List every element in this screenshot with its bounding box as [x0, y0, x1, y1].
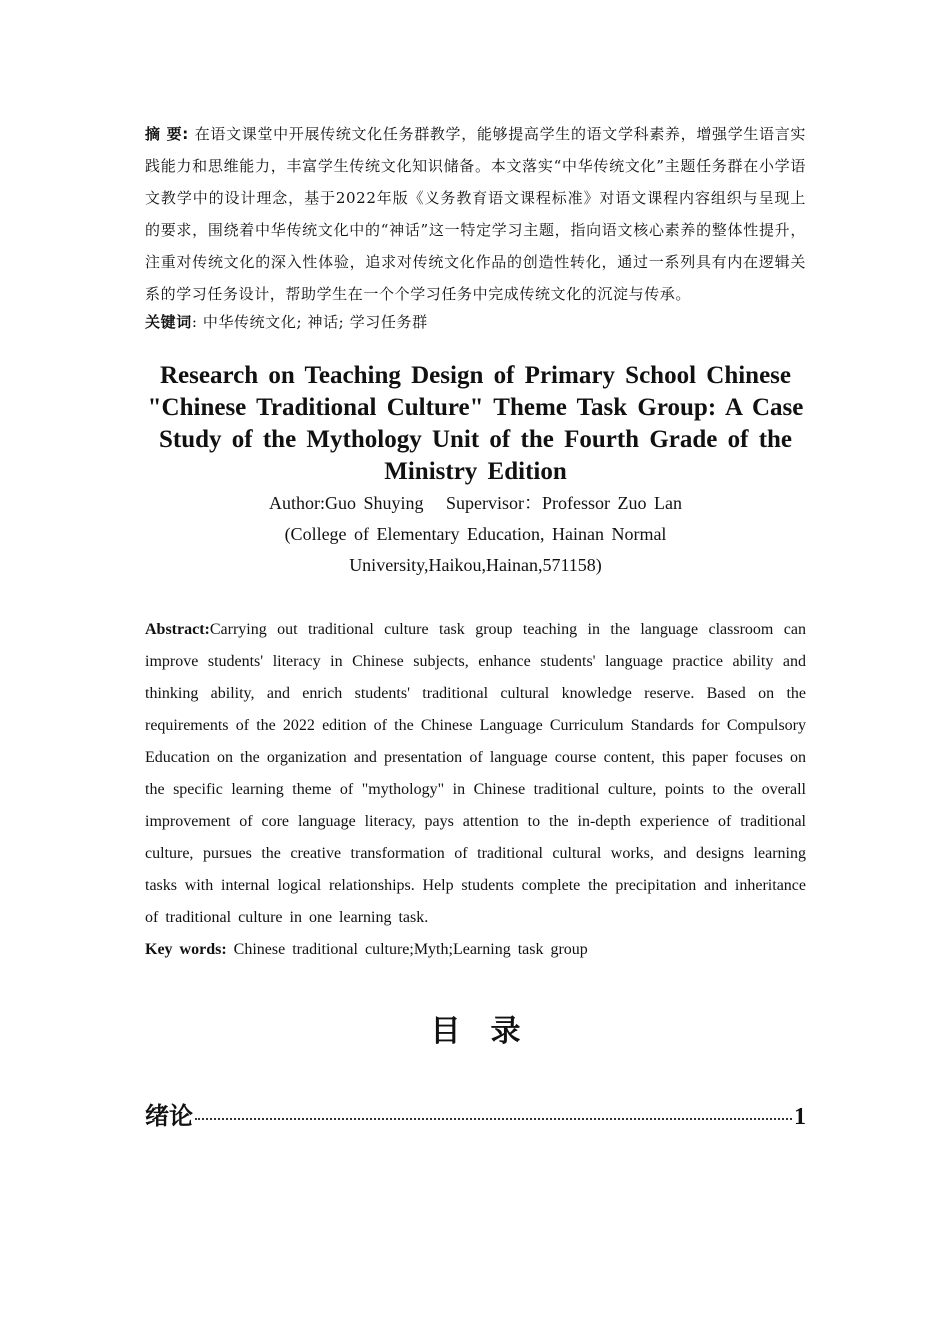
author-supervisor-line: Author:Guo Shuying Supervisor：Professor Zuo Lan	[269, 493, 682, 513]
toc-entry-page-number: 1	[794, 1104, 806, 1130]
english-keywords	[145, 934, 806, 966]
english-keywords-text: Chinese traditional culture;Myth;Learning task group	[226, 941, 588, 958]
toc-leader-dots	[195, 1118, 792, 1120]
chinese-abstract	[145, 118, 806, 310]
affiliation-line-2: University,Haikou,Hainan,571158)	[349, 555, 602, 575]
english-keywords-label: Key words:	[145, 941, 227, 958]
chinese-keywords-text: 中华传统文化; 神话; 学习任务群	[202, 313, 428, 331]
english-abstract-text: Carrying out traditional culture task group teaching in the language classroom can improve students' literacy in Chinese subjects, enhance students' language practice ability and thinking ability, and enrich students' traditional cultural knowledge reserve. Based on the requirements of the 2022 edition of the Chinese Language Curriculum Standards for Compulsory Education on the organization and presentation of language course content, this paper focuses on the specific learning theme of "mythology" in Chinese traditional culture, points to the overall improvement of core language literacy, pays attention to the in-depth experience of traditional culture, pursues the creative transformation of traditional cultural works, and designs learning tasks with internal logical relationships. Help students complete the precipitation and inheritance of traditional culture in one learning task.	[145, 621, 806, 926]
chinese-abstract-text: 在语文课堂中开展传统文化任务群教学，能够提高学生的语文学科素养，增强学生语言实践能力和思维能力，丰富学生传统文化知识储备。本文落实“中华传统文化”主题任务群在小学语文教学中的设计理念，基于2022年版《义务教育语文课程标准》对语文课程内容组织与呈现上的要求，围绕着中华传统文化中的“神话”这一特定学习主题，指向语文核心素养的整体性提升，注重对传统文化的深入性体验，追求对传统文化作品的创造性转化，通过一系列具有内在逻辑关系的学习任务设计，帮助学生在一个个学习任务中完成传统文化的沉淀与传承。	[145, 125, 806, 303]
chinese-abstract-separator: :	[182, 125, 195, 143]
chinese-abstract-label: 摘 要	[145, 125, 183, 143]
english-title: Research on Teaching Design of Primary School Chinese "Chinese Traditional Culture" Theme Task Group: A Case Study of the Mythology Unit of the Fourth Grade of the Ministry Edition	[147, 362, 804, 485]
affiliation-line-1: (College of Elementary Education, Hainan Normal	[284, 524, 667, 544]
chinese-keywords-label: 关键词	[145, 313, 192, 331]
toc-entry-label: 绪论	[145, 1101, 193, 1130]
toc-entry-introduction[interactable]	[145, 1096, 806, 1131]
chinese-keywords-separator: :	[191, 313, 203, 331]
table-of-contents-title: 目录	[430, 1014, 551, 1049]
document-page	[145, 118, 806, 1131]
chinese-keywords	[145, 310, 806, 334]
english-abstract-label: Abstract:	[145, 621, 210, 638]
english-abstract	[145, 614, 806, 934]
